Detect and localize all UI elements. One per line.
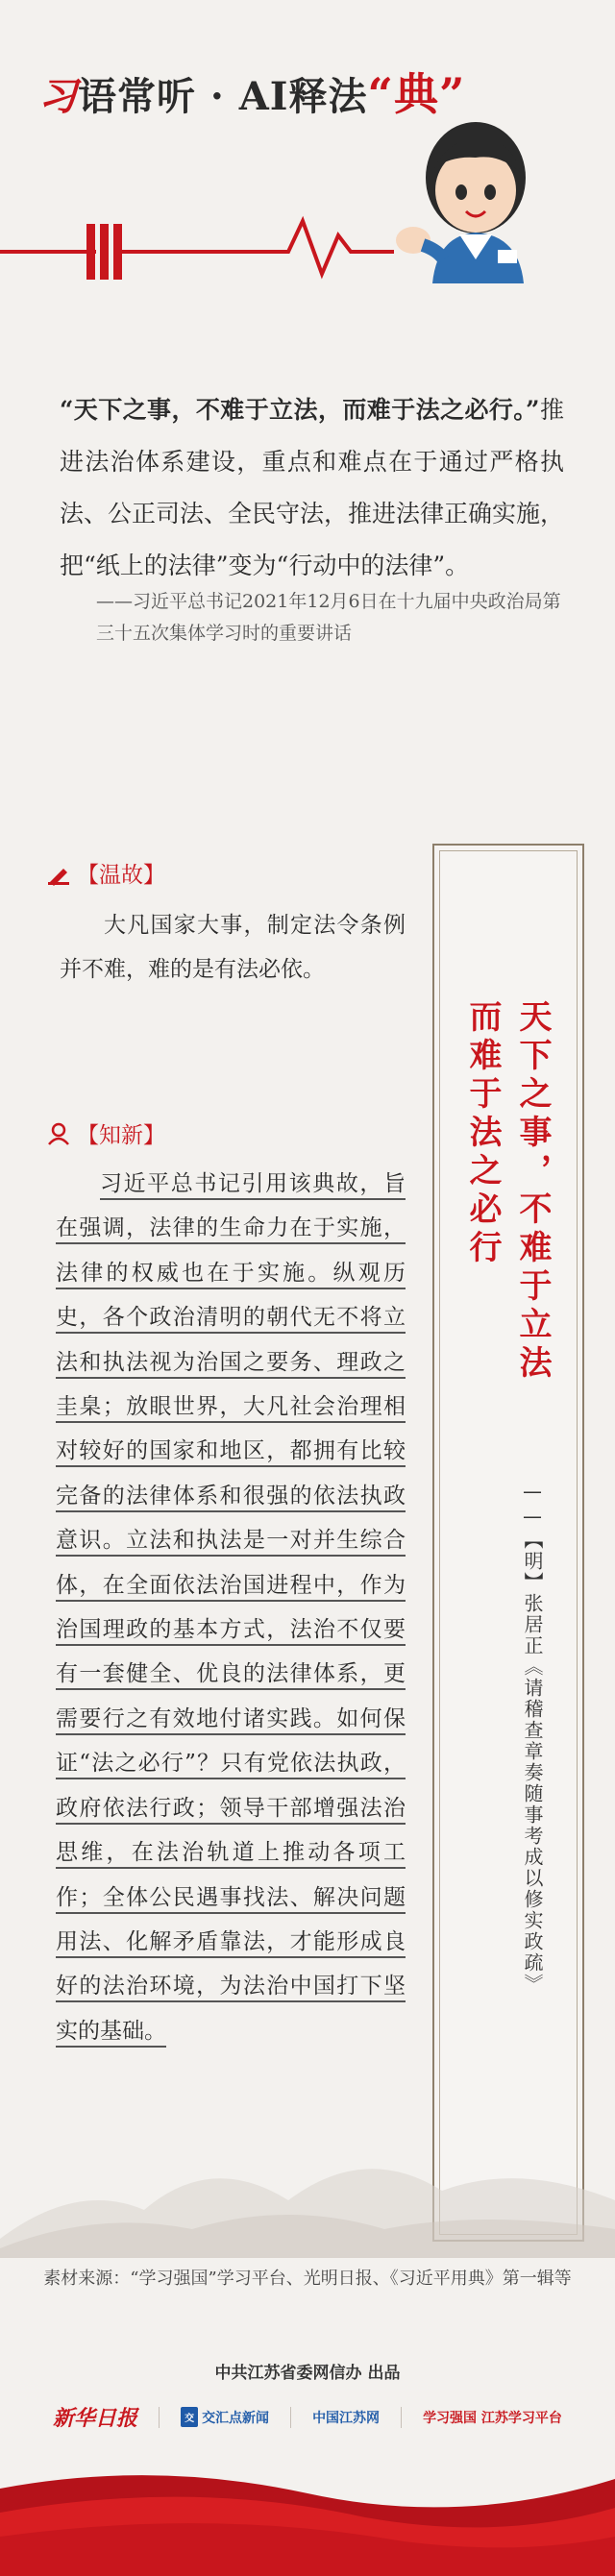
classic-line-2: 而难于法之必行: [463, 999, 502, 1268]
logo-xuexi-qiangguo: 学习强国 江苏学习平台: [423, 2410, 562, 2426]
logo-separator: [290, 2407, 291, 2428]
brush-icon: [46, 861, 71, 886]
material-source: 素材来源：“学习强国”学习平台、光明日报、《习近平用典》第一辑等: [43, 2269, 572, 2289]
person-icon: [46, 1121, 71, 1146]
logo-separator: [159, 2407, 160, 2428]
logo-jiaohuidian-text: 交汇点新闻: [202, 2410, 270, 2426]
zhixin-label: 【知新】: [77, 1123, 165, 1148]
logo-jschina: 中国江苏网: [312, 2410, 381, 2426]
zhixin-heading: [46, 1117, 165, 1149]
title-prefix: 习: [38, 74, 78, 119]
title-dian: “典”: [367, 68, 466, 120]
zhixin-body: 习近平总书记引用该典故，旨在强调，法律的生命力在于实施，法律的权威也在于实施。纵观历史，各个政治清明的朝代无不将立法和执法视为治国之要务、理政之圭臬；放眼世界，大凡社会治理相对较好的国家和地区，都拥有比较完备的法律体系和很强的依法执政意识。立法和执法是一对并生综合体，在全面依法治国进程中，作为治国理政的基本方式，法治不仅要有一套健全、优良的法律体系，更需要行之有效地付诸实践。如何保证“法之必行”？只有党依法执政，政府依法行政；领导干部增强法治思维，在法治轨道上推动各项工作；全体公民遇事找法、解决问题用法、化解矛盾靠法，才能形成良好的法治环境，为法治中国打下坚实的基础。: [56, 1171, 406, 2044]
page-title: [38, 60, 465, 123]
partner-logos: [0, 2402, 615, 2432]
ink-mountains-decoration: [0, 2095, 615, 2258]
quote-source: ——习近平总书记2021年12月6日在十九届中央政治局第三十五次集体学习时的重要讲话: [96, 591, 561, 644]
wengu-text: 大凡国家大事，制定法令条例并不难，难的是有法必依。: [60, 913, 406, 982]
jiaohuidian-badge-icon: 交: [181, 2407, 198, 2427]
zhixin-text: [56, 1162, 406, 2053]
quote-commentary: 推进法治体系建设，重点和难点在于通过严格执法、公正司法、全民守法，推进法律正确实施，把“纸上的法律”变为“行动中的法律”。: [60, 396, 565, 579]
classic-author: ——【明】张居正《请稽查章奏随事考成以修实政疏》: [521, 1480, 544, 1995]
logo-separator: [401, 2407, 402, 2428]
wengu-label: 【温故】: [77, 863, 165, 888]
title-main: 语常听 · AI释法: [78, 74, 368, 119]
cartoon-character-illustration: [384, 115, 557, 283]
main-quote: [60, 384, 564, 592]
publisher: 中共江苏省委网信办 出品: [214, 2364, 401, 2383]
logo-jiaohuidian: [181, 2407, 269, 2427]
bottom-red-wave: [0, 2441, 615, 2576]
wengu-heading: [46, 857, 165, 889]
quote-classic: “天下之事，不难于立法，而难于法之必行。”: [60, 396, 540, 424]
classic-line-1: 天下之事，不难于立法: [513, 999, 552, 1384]
logo-xinhua-daily: 新华日报: [53, 2406, 138, 2431]
